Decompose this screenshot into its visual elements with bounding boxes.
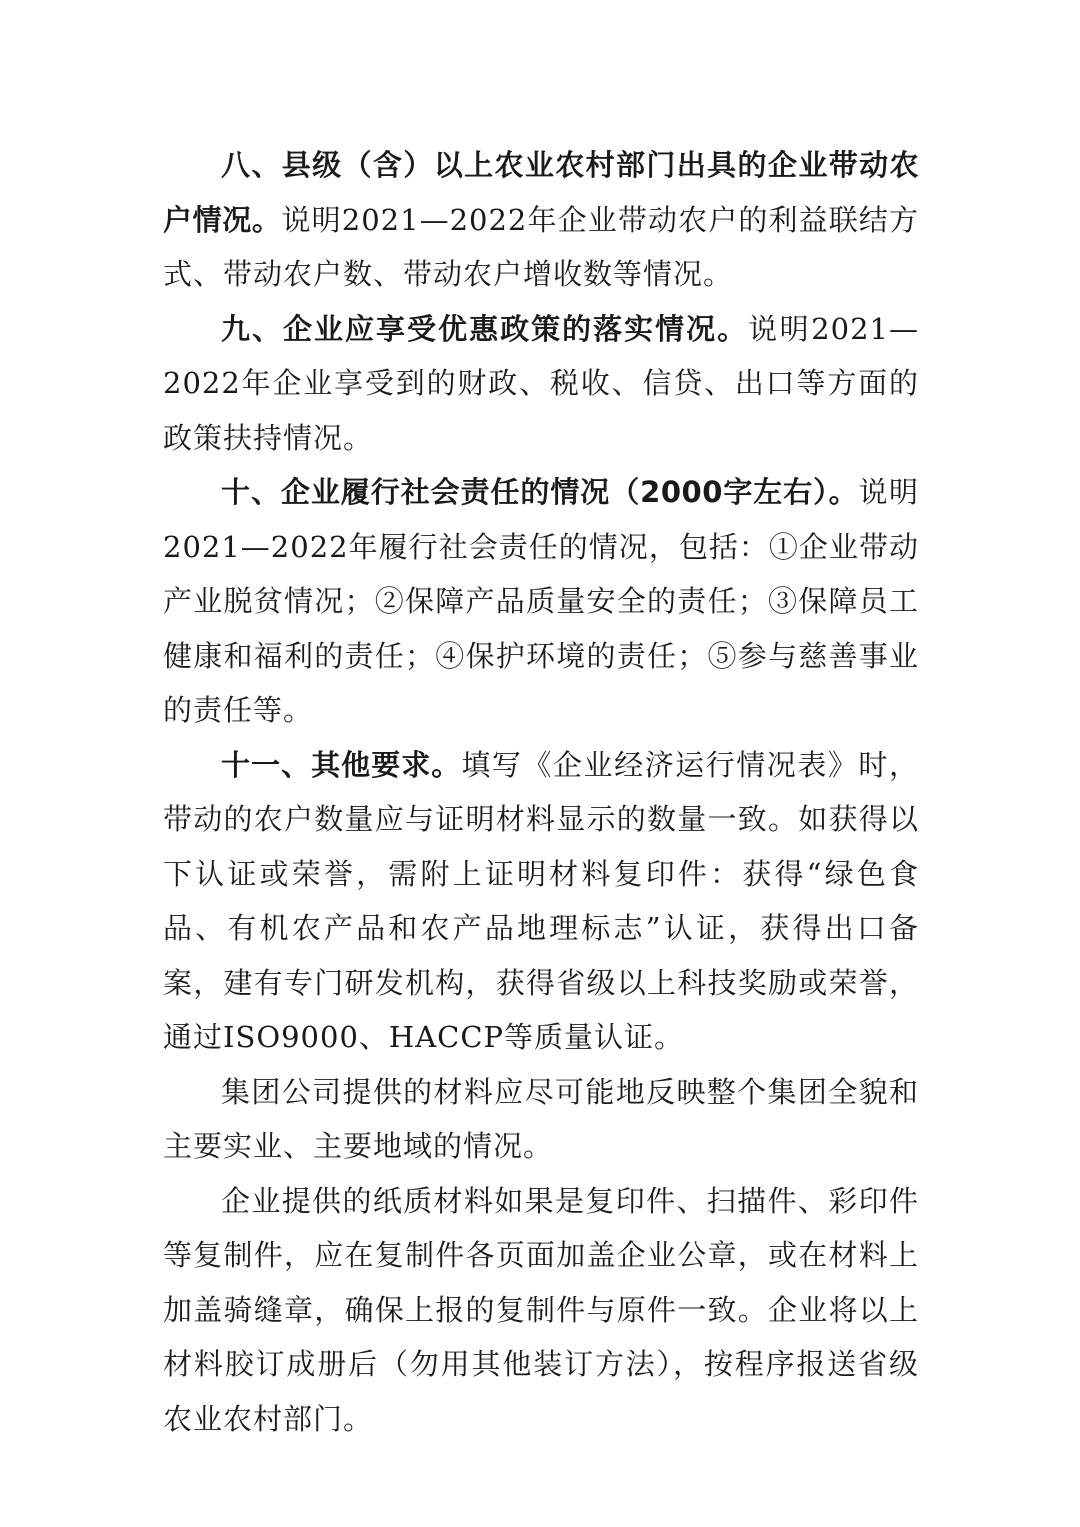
section-11-body: 填写《企业经济运行情况表》时，带动的农户数量应与证明材料显示的数量一致。如获得以下认证或荣誉，需附上证明材料复印件：获得“绿色食品、有机农产品和农产品地理标志”认证，获得出口备案，建有专门研发机构，获得省级以上科技奖励或荣誉，通过ISO9000、HACCP等质量认证。 [163,747,919,1054]
section-11 [163,738,919,1065]
section-10 [163,465,919,738]
section-8-heading: 八、县级（含）以上农业农村部门出具的企业带动农户情况。 [163,148,919,237]
section-10-heading: 十、企业履行社会责任的情况（2000字左右）。 [221,475,859,509]
section-11-heading: 十一、其他要求。 [221,747,462,782]
section-9-body: 说明2021—2022年企业享受到的财政、税收、信贷、出口等方面的政策扶持情况。 [163,311,919,455]
section-8 [163,138,919,302]
paragraph-paper-materials: 企业提供的纸质材料如果是复印件、扫描件、彩印件等复制件，应在复制件各页面加盖企业公章，或在材料上加盖骑缝章，确保上报的复制件与原件一致。企业将以上材料胶订成册后（勿用其他装订方法），按程序报送省级农业农村部门。 [163,1183,919,1436]
section-10-body: 说明2021—2022年履行社会责任的情况，包括：①企业带动产业脱贫情况；②保障产品质量安全的责任；③保障员工健康和福利的责任；④保护环境的责任；⑤参与慈善事业的责任等。 [163,475,919,727]
paragraph-group-company: 集团公司提供的材料应尽可能地反映整个集团全貌和主要实业、主要地域的情况。 [163,1074,919,1163]
section-9-heading: 九、企业应享受优惠政策的落实情况。 [221,311,749,346]
section-8-body: 说明2021—2022年企业带动农户的利益联结方式、带动农户数、带动农户增收数等情况。 [163,202,919,291]
section-9 [163,302,919,466]
document-page [163,138,919,1446]
